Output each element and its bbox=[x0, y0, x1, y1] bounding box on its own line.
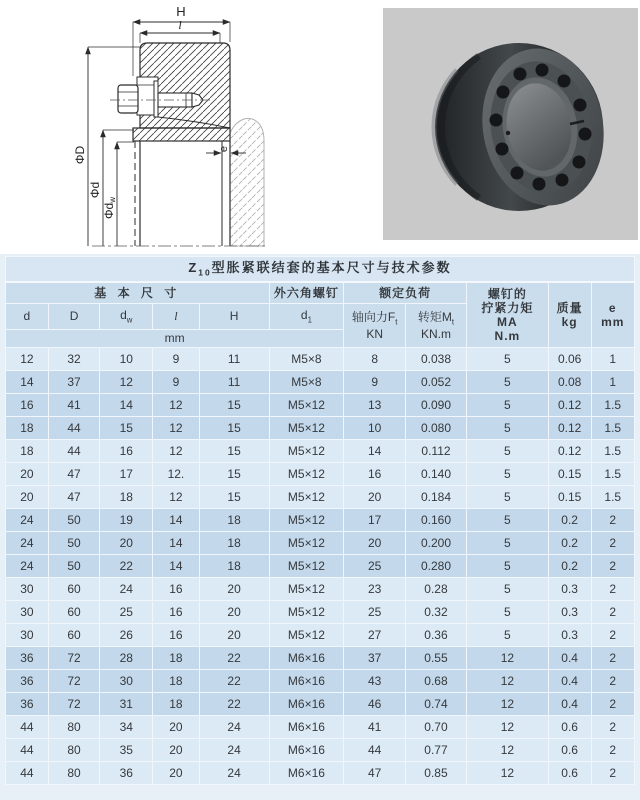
cell-d: 36 bbox=[6, 647, 49, 670]
cell-torque: 0.28 bbox=[405, 578, 466, 601]
cell-dw: 24 bbox=[100, 578, 153, 601]
cell-d: 12 bbox=[6, 348, 49, 371]
cell-l: 9 bbox=[153, 371, 200, 394]
cell-H: 11 bbox=[199, 348, 269, 371]
cell-axial-force: 8 bbox=[344, 348, 406, 371]
header-axial-force: 轴向力$F_t$ KN bbox=[344, 304, 406, 348]
cell-e: 1.5 bbox=[591, 417, 634, 440]
cell-H: 24 bbox=[199, 762, 269, 785]
cell-tightening-torque: 12 bbox=[466, 739, 548, 762]
cell-D: 72 bbox=[48, 670, 100, 693]
cell-H: 15 bbox=[199, 417, 269, 440]
cell-l: 14 bbox=[153, 555, 200, 578]
cell-l: 16 bbox=[153, 601, 200, 624]
cell-dw: 18 bbox=[100, 486, 153, 509]
cell-tightening-torque: 12 bbox=[466, 647, 548, 670]
cell-torque: 0.200 bbox=[405, 532, 466, 555]
cell-e: 2 bbox=[591, 509, 634, 532]
cell-axial-force: 27 bbox=[344, 624, 406, 647]
cell-dw: 16 bbox=[100, 440, 153, 463]
cell-mass: 0.4 bbox=[548, 670, 591, 693]
dim-label-e: e bbox=[218, 145, 230, 153]
cell-dw: 10 bbox=[100, 348, 153, 371]
cell-D: 60 bbox=[48, 624, 100, 647]
cell-D: 50 bbox=[48, 509, 100, 532]
cell-l: 12 bbox=[153, 486, 200, 509]
header-basic-dimensions: 基 本 尺 寸 bbox=[6, 282, 270, 304]
cell-tightening-torque: 12 bbox=[466, 670, 548, 693]
cell-dw: 14 bbox=[100, 394, 153, 417]
cell-l: 12. bbox=[153, 463, 200, 486]
cell-dw: 26 bbox=[100, 624, 153, 647]
cell-axial-force: 44 bbox=[344, 739, 406, 762]
cell-axial-force: 20 bbox=[344, 532, 406, 555]
cell-dw: 25 bbox=[100, 601, 153, 624]
table-row bbox=[6, 739, 635, 762]
cell-axial-force: 47 bbox=[344, 762, 406, 785]
cell-e: 2 bbox=[591, 555, 634, 578]
table-row bbox=[6, 647, 635, 670]
hub-section bbox=[230, 118, 264, 246]
cell-axial-force: 46 bbox=[344, 693, 406, 716]
cell-mass: 0.6 bbox=[548, 762, 591, 785]
cell-tightening-torque: 5 bbox=[466, 555, 548, 578]
cell-axial-force: 14 bbox=[344, 440, 406, 463]
cell-d: 30 bbox=[6, 601, 49, 624]
cell-d1: M6×16 bbox=[269, 762, 344, 785]
cell-e: 2 bbox=[591, 647, 634, 670]
cell-l: 9 bbox=[153, 348, 200, 371]
cell-H: 20 bbox=[199, 601, 269, 624]
cell-torque: 0.77 bbox=[405, 739, 466, 762]
cell-l: 16 bbox=[153, 578, 200, 601]
cell-dw: 35 bbox=[100, 739, 153, 762]
cell-torque: 0.038 bbox=[405, 348, 466, 371]
cell-e: 2 bbox=[591, 624, 634, 647]
cell-l: 12 bbox=[153, 394, 200, 417]
cell-dw: 22 bbox=[100, 555, 153, 578]
cell-mass: 0.15 bbox=[548, 486, 591, 509]
cell-e: 1.5 bbox=[591, 394, 634, 417]
cell-tightening-torque: 5 bbox=[466, 532, 548, 555]
cell-dw: 31 bbox=[100, 693, 153, 716]
cell-axial-force: 41 bbox=[344, 716, 406, 739]
cell-torque: 0.32 bbox=[405, 601, 466, 624]
cell-D: 72 bbox=[48, 693, 100, 716]
cell-e: 2 bbox=[591, 716, 634, 739]
table-row bbox=[6, 348, 635, 371]
cell-tightening-torque: 12 bbox=[466, 762, 548, 785]
header-torque: 转矩$M_t$ KN.m bbox=[405, 304, 466, 348]
cell-H: 20 bbox=[199, 624, 269, 647]
cell-mass: 0.3 bbox=[548, 601, 591, 624]
cell-axial-force: 43 bbox=[344, 670, 406, 693]
cell-d: 36 bbox=[6, 670, 49, 693]
flange-section bbox=[133, 128, 230, 141]
cell-l: 14 bbox=[153, 532, 200, 555]
cell-l: 20 bbox=[153, 762, 200, 785]
cell-D: 50 bbox=[48, 555, 100, 578]
cell-mass: 0.4 bbox=[548, 647, 591, 670]
cell-d: 30 bbox=[6, 578, 49, 601]
cell-D: 37 bbox=[48, 371, 100, 394]
cell-D: 44 bbox=[48, 440, 100, 463]
table-row bbox=[6, 624, 635, 647]
cell-l: 12 bbox=[153, 417, 200, 440]
cell-tightening-torque: 5 bbox=[466, 371, 548, 394]
cell-dw: 12 bbox=[100, 371, 153, 394]
header-hex-screw: 外六角螺钉 bbox=[269, 282, 344, 304]
cell-d1: M5×12 bbox=[269, 463, 344, 486]
cell-d1: M5×12 bbox=[269, 532, 344, 555]
cell-l: 16 bbox=[153, 624, 200, 647]
top-section bbox=[0, 0, 640, 254]
table-row bbox=[6, 693, 635, 716]
cell-mass: 0.12 bbox=[548, 440, 591, 463]
cross-section-drawing bbox=[0, 0, 340, 252]
header-e: e mm bbox=[591, 282, 634, 348]
cell-d1: M6×16 bbox=[269, 716, 344, 739]
cell-d1: M5×12 bbox=[269, 555, 344, 578]
cell-d1: M5×8 bbox=[269, 371, 344, 394]
cell-torque: 0.052 bbox=[405, 371, 466, 394]
cell-D: 72 bbox=[48, 647, 100, 670]
cell-e: 1 bbox=[591, 371, 634, 394]
cell-e: 2 bbox=[591, 601, 634, 624]
cell-l: 14 bbox=[153, 509, 200, 532]
cell-l: 12 bbox=[153, 440, 200, 463]
cell-mass: 0.2 bbox=[548, 509, 591, 532]
cell-tightening-torque: 5 bbox=[466, 417, 548, 440]
dim-label-l: l bbox=[178, 18, 182, 32]
cell-axial-force: 13 bbox=[344, 394, 406, 417]
cell-torque: 0.74 bbox=[405, 693, 466, 716]
spec-table-body bbox=[6, 348, 635, 785]
cell-dw: 20 bbox=[100, 532, 153, 555]
dim-label-phiD: ΦD bbox=[73, 145, 87, 165]
cell-tightening-torque: 12 bbox=[466, 693, 548, 716]
table-row bbox=[6, 716, 635, 739]
table-row bbox=[6, 670, 635, 693]
dim-label-phidw: Φdw bbox=[102, 196, 117, 220]
cell-axial-force: 20 bbox=[344, 486, 406, 509]
cell-D: 41 bbox=[48, 394, 100, 417]
cell-H: 20 bbox=[199, 578, 269, 601]
cell-d: 18 bbox=[6, 417, 49, 440]
cell-axial-force: 25 bbox=[344, 601, 406, 624]
cell-l: 18 bbox=[153, 693, 200, 716]
cell-H: 18 bbox=[199, 509, 269, 532]
cell-H: 15 bbox=[199, 394, 269, 417]
cell-mass: 0.08 bbox=[548, 371, 591, 394]
cell-H: 22 bbox=[199, 647, 269, 670]
cell-d: 24 bbox=[6, 532, 49, 555]
cell-tightening-torque: 5 bbox=[466, 509, 548, 532]
cell-e: 1 bbox=[591, 348, 634, 371]
table-row bbox=[6, 463, 635, 486]
table-row bbox=[6, 601, 635, 624]
cell-d1: M6×16 bbox=[269, 670, 344, 693]
cell-d1: M6×16 bbox=[269, 647, 344, 670]
cell-e: 2 bbox=[591, 670, 634, 693]
header-unit-mm: mm bbox=[6, 330, 344, 348]
cell-torque: 0.112 bbox=[405, 440, 466, 463]
cell-tightening-torque: 12 bbox=[466, 716, 548, 739]
cell-H: 22 bbox=[199, 670, 269, 693]
cell-d: 20 bbox=[6, 486, 49, 509]
cell-e: 2 bbox=[591, 532, 634, 555]
cell-H: 24 bbox=[199, 739, 269, 762]
cell-D: 60 bbox=[48, 601, 100, 624]
cell-d: 44 bbox=[6, 716, 49, 739]
cell-e: 1.5 bbox=[591, 440, 634, 463]
table-row bbox=[6, 762, 635, 785]
header-col-D: D bbox=[48, 304, 100, 330]
cell-mass: 0.12 bbox=[548, 417, 591, 440]
cell-D: 60 bbox=[48, 578, 100, 601]
table-row bbox=[6, 509, 635, 532]
spec-table bbox=[5, 256, 635, 785]
header-tightening-torque: 螺钉的 拧紧力矩 MA N.m bbox=[466, 282, 548, 348]
table-title: $Z_{10}$型胀紧联结套的基本尺寸与技术参数 bbox=[6, 257, 635, 283]
cell-D: 80 bbox=[48, 739, 100, 762]
table-row bbox=[6, 417, 635, 440]
cell-e: 1.5 bbox=[591, 486, 634, 509]
cell-mass: 0.2 bbox=[548, 555, 591, 578]
cell-D: 80 bbox=[48, 762, 100, 785]
cell-mass: 0.12 bbox=[548, 394, 591, 417]
header-rated-load: 额定负荷 bbox=[344, 282, 467, 304]
cell-d1: M5×12 bbox=[269, 624, 344, 647]
cell-mass: 0.6 bbox=[548, 716, 591, 739]
table-row bbox=[6, 486, 635, 509]
cell-torque: 0.090 bbox=[405, 394, 466, 417]
cell-torque: 0.280 bbox=[405, 555, 466, 578]
cell-axial-force: 10 bbox=[344, 417, 406, 440]
header-col-l: l bbox=[153, 304, 200, 330]
cell-d: 24 bbox=[6, 509, 49, 532]
cell-dw: 36 bbox=[100, 762, 153, 785]
product-photo bbox=[383, 8, 638, 240]
cell-d: 24 bbox=[6, 555, 49, 578]
cell-d1: M5×12 bbox=[269, 417, 344, 440]
cell-mass: 0.06 bbox=[548, 348, 591, 371]
table-row bbox=[6, 371, 635, 394]
cell-D: 47 bbox=[48, 486, 100, 509]
cell-tightening-torque: 5 bbox=[466, 578, 548, 601]
cell-d1: M5×12 bbox=[269, 509, 344, 532]
cell-torque: 0.85 bbox=[405, 762, 466, 785]
cell-d: 16 bbox=[6, 394, 49, 417]
cell-l: 20 bbox=[153, 739, 200, 762]
cell-tightening-torque: 5 bbox=[466, 601, 548, 624]
cell-axial-force: 16 bbox=[344, 463, 406, 486]
cell-D: 44 bbox=[48, 417, 100, 440]
cell-D: 50 bbox=[48, 532, 100, 555]
cell-H: 15 bbox=[199, 440, 269, 463]
cell-D: 80 bbox=[48, 716, 100, 739]
cell-dw: 15 bbox=[100, 417, 153, 440]
cell-d1: M5×12 bbox=[269, 486, 344, 509]
cell-D: 32 bbox=[48, 348, 100, 371]
cell-H: 22 bbox=[199, 693, 269, 716]
cell-e: 1.5 bbox=[591, 463, 634, 486]
cell-H: 18 bbox=[199, 555, 269, 578]
cell-tightening-torque: 5 bbox=[466, 624, 548, 647]
cell-torque: 0.36 bbox=[405, 624, 466, 647]
cell-tightening-torque: 5 bbox=[466, 348, 548, 371]
cell-dw: 19 bbox=[100, 509, 153, 532]
dim-label-phid: Φd bbox=[88, 181, 102, 199]
cell-d: 44 bbox=[6, 762, 49, 785]
bolt-head bbox=[118, 85, 138, 113]
table-row bbox=[6, 578, 635, 601]
cell-mass: 0.15 bbox=[548, 463, 591, 486]
cell-H: 15 bbox=[199, 463, 269, 486]
cell-d: 36 bbox=[6, 693, 49, 716]
header-col-d: d bbox=[6, 304, 49, 330]
cell-torque: 0.140 bbox=[405, 463, 466, 486]
cell-dw: 17 bbox=[100, 463, 153, 486]
cell-mass: 0.3 bbox=[548, 578, 591, 601]
cell-e: 2 bbox=[591, 693, 634, 716]
cell-torque: 0.080 bbox=[405, 417, 466, 440]
cell-torque: 0.68 bbox=[405, 670, 466, 693]
cell-d1: M5×8 bbox=[269, 348, 344, 371]
cell-tightening-torque: 5 bbox=[466, 486, 548, 509]
cell-torque: 0.160 bbox=[405, 509, 466, 532]
cell-d: 44 bbox=[6, 739, 49, 762]
cell-l: 18 bbox=[153, 647, 200, 670]
header-col-dw: $d_w$ bbox=[100, 304, 153, 330]
cell-mass: 0.6 bbox=[548, 739, 591, 762]
cell-axial-force: 37 bbox=[344, 647, 406, 670]
cell-H: 11 bbox=[199, 371, 269, 394]
washer bbox=[154, 81, 158, 117]
cell-tightening-torque: 5 bbox=[466, 394, 548, 417]
table-row bbox=[6, 394, 635, 417]
table-row bbox=[6, 440, 635, 463]
table-row bbox=[6, 532, 635, 555]
cell-d: 30 bbox=[6, 624, 49, 647]
cell-axial-force: 23 bbox=[344, 578, 406, 601]
cell-axial-force: 25 bbox=[344, 555, 406, 578]
cell-d1: M6×16 bbox=[269, 693, 344, 716]
cell-e: 2 bbox=[591, 578, 634, 601]
cell-D: 47 bbox=[48, 463, 100, 486]
cell-d: 20 bbox=[6, 463, 49, 486]
cell-H: 18 bbox=[199, 532, 269, 555]
cell-d1: M5×12 bbox=[269, 578, 344, 601]
cell-l: 18 bbox=[153, 670, 200, 693]
cell-torque: 0.70 bbox=[405, 716, 466, 739]
cell-axial-force: 9 bbox=[344, 371, 406, 394]
cell-d: 18 bbox=[6, 440, 49, 463]
cell-mass: 0.4 bbox=[548, 693, 591, 716]
header-mass: 质量 kg bbox=[548, 282, 591, 348]
cell-d1: M6×16 bbox=[269, 739, 344, 762]
spec-table-section bbox=[0, 254, 640, 800]
cell-torque: 0.184 bbox=[405, 486, 466, 509]
cell-e: 2 bbox=[591, 762, 634, 785]
cell-l: 20 bbox=[153, 716, 200, 739]
cell-H: 15 bbox=[199, 486, 269, 509]
cell-dw: 30 bbox=[100, 670, 153, 693]
cell-tightening-torque: 5 bbox=[466, 463, 548, 486]
cell-d1: M5×12 bbox=[269, 394, 344, 417]
table-row bbox=[6, 555, 635, 578]
cell-torque: 0.55 bbox=[405, 647, 466, 670]
cell-e: 2 bbox=[591, 739, 634, 762]
cell-mass: 0.3 bbox=[548, 624, 591, 647]
dim-label-H: H bbox=[176, 4, 186, 19]
cell-H: 24 bbox=[199, 716, 269, 739]
header-col-d1: $d_1$ bbox=[269, 304, 344, 330]
cell-dw: 34 bbox=[100, 716, 153, 739]
cell-tightening-torque: 5 bbox=[466, 440, 548, 463]
cell-d: 14 bbox=[6, 371, 49, 394]
cell-axial-force: 17 bbox=[344, 509, 406, 532]
header-col-H: H bbox=[199, 304, 269, 330]
cell-dw: 28 bbox=[100, 647, 153, 670]
cell-d1: M5×12 bbox=[269, 601, 344, 624]
cell-mass: 0.2 bbox=[548, 532, 591, 555]
cell-d1: M5×12 bbox=[269, 440, 344, 463]
